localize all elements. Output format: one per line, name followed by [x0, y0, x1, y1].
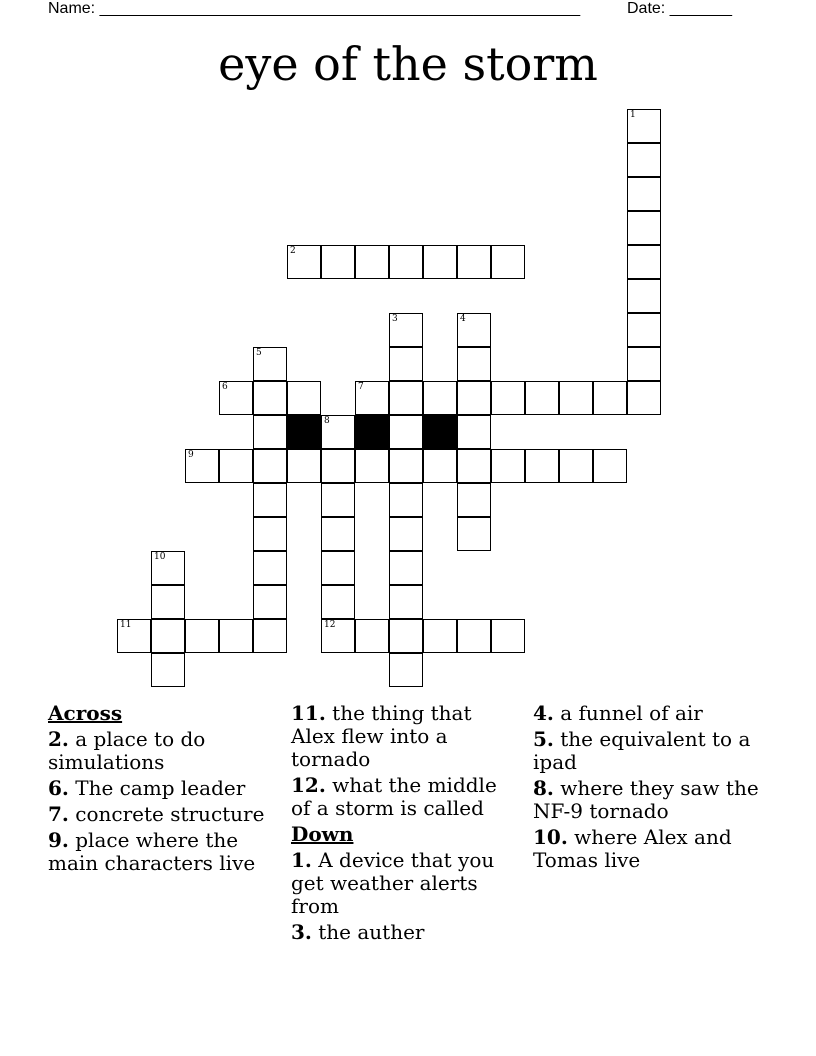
grid-cell[interactable]: [525, 381, 559, 415]
grid-cell[interactable]: [389, 449, 423, 483]
grid-cell[interactable]: [389, 483, 423, 517]
grid-cell[interactable]: [593, 381, 627, 415]
clue-item: [48, 803, 278, 826]
clue-text: A device that you get weather alerts from: [291, 848, 495, 918]
grid-cell[interactable]: [219, 619, 253, 653]
clue-number: 3.: [291, 920, 312, 944]
cell-number: 1: [630, 110, 636, 120]
clue-text: the auther: [311, 920, 425, 944]
grid-cell[interactable]: [287, 449, 321, 483]
grid-cell[interactable]: [253, 585, 287, 619]
down-heading: Down: [291, 822, 354, 846]
grid-cell[interactable]: [389, 517, 423, 551]
grid-cell[interactable]: [151, 585, 185, 619]
grid-cell[interactable]: [355, 381, 389, 415]
grid-cell[interactable]: [491, 449, 525, 483]
cell-number: 4: [460, 314, 466, 324]
grid-cell[interactable]: [253, 483, 287, 517]
grid-cell[interactable]: [355, 449, 389, 483]
clue-item: [291, 702, 521, 771]
grid-cell[interactable]: [389, 245, 423, 279]
grid-cell[interactable]: [321, 585, 355, 619]
grid-cell[interactable]: [389, 313, 423, 347]
grid-cell[interactable]: [627, 347, 661, 381]
grid-cell[interactable]: [355, 245, 389, 279]
cell-number: 5: [256, 348, 262, 358]
grid-cell[interactable]: [389, 551, 423, 585]
grid-cell[interactable]: [423, 245, 457, 279]
grid-cell[interactable]: [627, 177, 661, 211]
cell-number: 10: [154, 552, 166, 562]
grid-cell[interactable]: [151, 653, 185, 687]
grid-cell[interactable]: [593, 449, 627, 483]
clue-item: [48, 777, 278, 800]
grid-cell[interactable]: [151, 551, 185, 585]
grid-cell[interactable]: [627, 211, 661, 245]
grid-cell[interactable]: [457, 449, 491, 483]
grid-block: [423, 415, 457, 449]
clue-number: 2.: [48, 727, 69, 751]
cell-number: 9: [188, 450, 194, 460]
clue-column-3: [533, 702, 763, 875]
grid-cell[interactable]: [389, 585, 423, 619]
down-clues-list-continued: [533, 702, 763, 872]
grid-cell[interactable]: [457, 347, 491, 381]
clue-number: 9.: [48, 828, 69, 852]
grid-cell[interactable]: [559, 381, 593, 415]
grid-cell[interactable]: [321, 619, 355, 653]
date-label: Date:: [627, 0, 666, 17]
grid-cell[interactable]: [389, 653, 423, 687]
grid-cell[interactable]: [321, 245, 355, 279]
clue-item: [533, 728, 763, 774]
grid-cell[interactable]: [389, 381, 423, 415]
grid-cell[interactable]: [287, 381, 321, 415]
cell-number: 8: [324, 416, 330, 426]
grid-cell[interactable]: [389, 619, 423, 653]
grid-cell[interactable]: [253, 619, 287, 653]
clue-number: 8.: [533, 776, 554, 800]
cell-number: 12: [324, 620, 336, 630]
across-clues-list: [48, 728, 278, 875]
grid-cell[interactable]: [321, 415, 355, 449]
grid-cell[interactable]: [627, 313, 661, 347]
clue-text: where they saw the NF-9 tornado: [533, 776, 759, 823]
grid-cell[interactable]: [525, 449, 559, 483]
clue-item: [48, 829, 278, 875]
clue-item: [48, 728, 278, 774]
clue-text: where Alex and Tomas live: [533, 825, 732, 872]
name-line: ______________________________________________________: [99, 0, 581, 17]
clue-number: 4.: [533, 701, 554, 725]
clue-item: [291, 849, 521, 918]
grid-cell[interactable]: [185, 619, 219, 653]
clue-text: concrete structure: [68, 802, 265, 826]
grid-cell[interactable]: [491, 381, 525, 415]
grid-cell[interactable]: [219, 381, 253, 415]
clue-item: [291, 921, 521, 944]
grid-cell[interactable]: [321, 517, 355, 551]
cell-number: 6: [222, 382, 228, 392]
grid-cell[interactable]: [627, 245, 661, 279]
cell-number: 2: [290, 246, 296, 256]
grid-cell[interactable]: [253, 449, 287, 483]
clue-text: the thing that Alex flew into a tornado: [291, 701, 472, 771]
clue-number: 5.: [533, 727, 554, 751]
grid-cell[interactable]: [355, 619, 389, 653]
clue-number: 1.: [291, 848, 312, 872]
grid-cell[interactable]: [423, 381, 457, 415]
grid-cell[interactable]: [151, 619, 185, 653]
down-clues-list: [291, 849, 521, 944]
grid-cell[interactable]: [491, 245, 525, 279]
grid-cell[interactable]: [457, 245, 491, 279]
grid-cell[interactable]: [321, 483, 355, 517]
across-heading: Across: [48, 701, 123, 725]
grid-cell[interactable]: [559, 449, 593, 483]
grid-cell[interactable]: [287, 245, 321, 279]
grid-cell[interactable]: [219, 449, 253, 483]
across-clues-list-continued: [291, 702, 521, 820]
cell-number: 7: [358, 382, 364, 392]
clue-number: 12.: [291, 773, 326, 797]
grid-cell[interactable]: [627, 279, 661, 313]
page-title: eye of the storm: [218, 37, 598, 91]
grid-cell[interactable]: [457, 517, 491, 551]
grid-cell[interactable]: [457, 483, 491, 517]
clue-number: 7.: [48, 802, 69, 826]
clue-text: what the middle of a storm is called: [291, 773, 497, 820]
clue-item: [291, 774, 521, 820]
clue-number: 11.: [291, 701, 326, 725]
grid-cell[interactable]: [117, 619, 151, 653]
clue-text: a funnel of air: [553, 701, 703, 725]
grid-cell[interactable]: [185, 449, 219, 483]
clue-item: [533, 777, 763, 823]
grid-cell[interactable]: [423, 449, 457, 483]
grid-cell[interactable]: [389, 347, 423, 381]
grid-block: [287, 415, 321, 449]
grid-cell[interactable]: [491, 619, 525, 653]
grid-cell[interactable]: [627, 381, 661, 415]
grid-cell[interactable]: [627, 143, 661, 177]
grid-cell[interactable]: [457, 415, 491, 449]
clue-text: place where the main characters live: [48, 828, 256, 875]
cell-number: 11: [120, 620, 132, 630]
grid-cell[interactable]: [457, 381, 491, 415]
clue-number: 10.: [533, 825, 568, 849]
grid-block: [355, 415, 389, 449]
cell-number: 3: [392, 314, 398, 324]
grid-cell[interactable]: [457, 619, 491, 653]
grid-cell[interactable]: [321, 551, 355, 585]
clue-item: [533, 826, 763, 872]
grid-cell[interactable]: [389, 415, 423, 449]
name-label: Name:: [48, 0, 96, 17]
clue-column-1: [48, 702, 278, 878]
grid-cell[interactable]: [253, 551, 287, 585]
grid-cell[interactable]: [253, 517, 287, 551]
clue-column-2: [291, 702, 521, 947]
clue-item: [533, 702, 763, 725]
grid-cell[interactable]: [457, 313, 491, 347]
clue-number: 6.: [48, 776, 69, 800]
clue-text: The camp leader: [68, 776, 246, 800]
clue-text: a place to do simulations: [48, 727, 206, 774]
grid-cell[interactable]: [423, 619, 457, 653]
grid-cell[interactable]: [253, 347, 287, 381]
grid-cell[interactable]: [253, 381, 287, 415]
grid-cell[interactable]: [321, 449, 355, 483]
grid-cell[interactable]: [253, 415, 287, 449]
date-line: _______: [669, 0, 732, 17]
clue-text: the equivalent to a ipad: [533, 727, 751, 774]
grid-cell[interactable]: [627, 109, 661, 143]
